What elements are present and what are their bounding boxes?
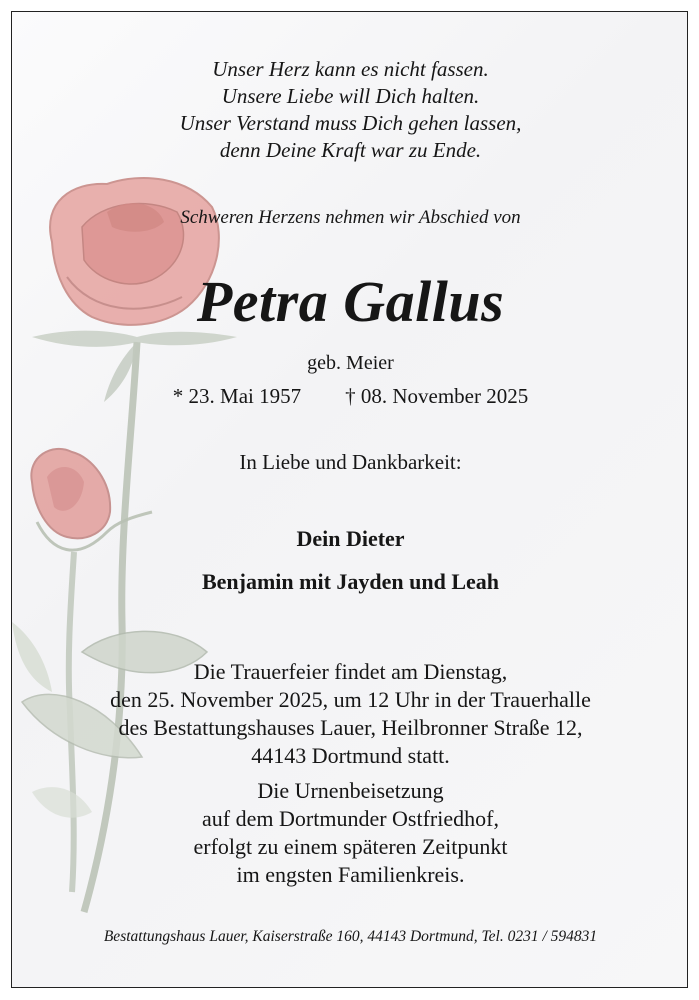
- life-dates: [12, 384, 688, 409]
- burial-line: im engsten Familienkreis.: [236, 862, 465, 887]
- deceased-name: Petra Gallus: [196, 269, 505, 334]
- poem: [12, 56, 688, 164]
- poem-line: Unser Herz kann es nicht fassen.: [212, 57, 489, 81]
- death-date: † 08. November 2025: [345, 384, 529, 408]
- poem-line: Unsere Liebe will Dich halten.: [221, 84, 480, 108]
- service-line: 44143 Dortmund statt.: [251, 743, 450, 768]
- funeral-home-footer: Bestattungshaus Lauer, Kaiserstraße 160, 44143 Dortmund, Tel. 0231 / 594831: [103, 928, 598, 945]
- mourner: Benjamin mit Jayden und Leah: [201, 569, 500, 594]
- birth-name: geb. Meier: [307, 352, 394, 374]
- service-line: des Bestattungshauses Lauer, Heilbronner Straße 12,: [118, 715, 583, 740]
- farewell-intro: Schweren Herzens nehmen wir Abschied von: [180, 207, 521, 228]
- poem-line: Unser Verstand muss Dich gehen lassen,: [179, 111, 522, 135]
- mourners-list: [12, 517, 688, 603]
- funeral-service-info: [12, 658, 688, 770]
- burial-line: erfolgt zu einem späteren Zeitpunkt: [193, 834, 508, 859]
- burial-line: auf dem Dortmunder Ostfriedhof,: [202, 806, 499, 831]
- mourner: Dein Dieter: [296, 526, 405, 551]
- obituary-card: [11, 11, 688, 988]
- burial-line: Die Urnenbeisetzung: [257, 778, 444, 803]
- gratitude-line: In Liebe und Dankbarkeit:: [239, 450, 462, 474]
- service-line: den 25. November 2025, um 12 Uhr in der Trauerhalle: [110, 687, 591, 712]
- birth-date: * 23. Mai 1957: [172, 384, 302, 408]
- burial-info: [12, 777, 688, 889]
- poem-line: denn Deine Kraft war zu Ende.: [219, 138, 482, 162]
- service-line: Die Trauerfeier findet am Dienstag,: [193, 659, 508, 684]
